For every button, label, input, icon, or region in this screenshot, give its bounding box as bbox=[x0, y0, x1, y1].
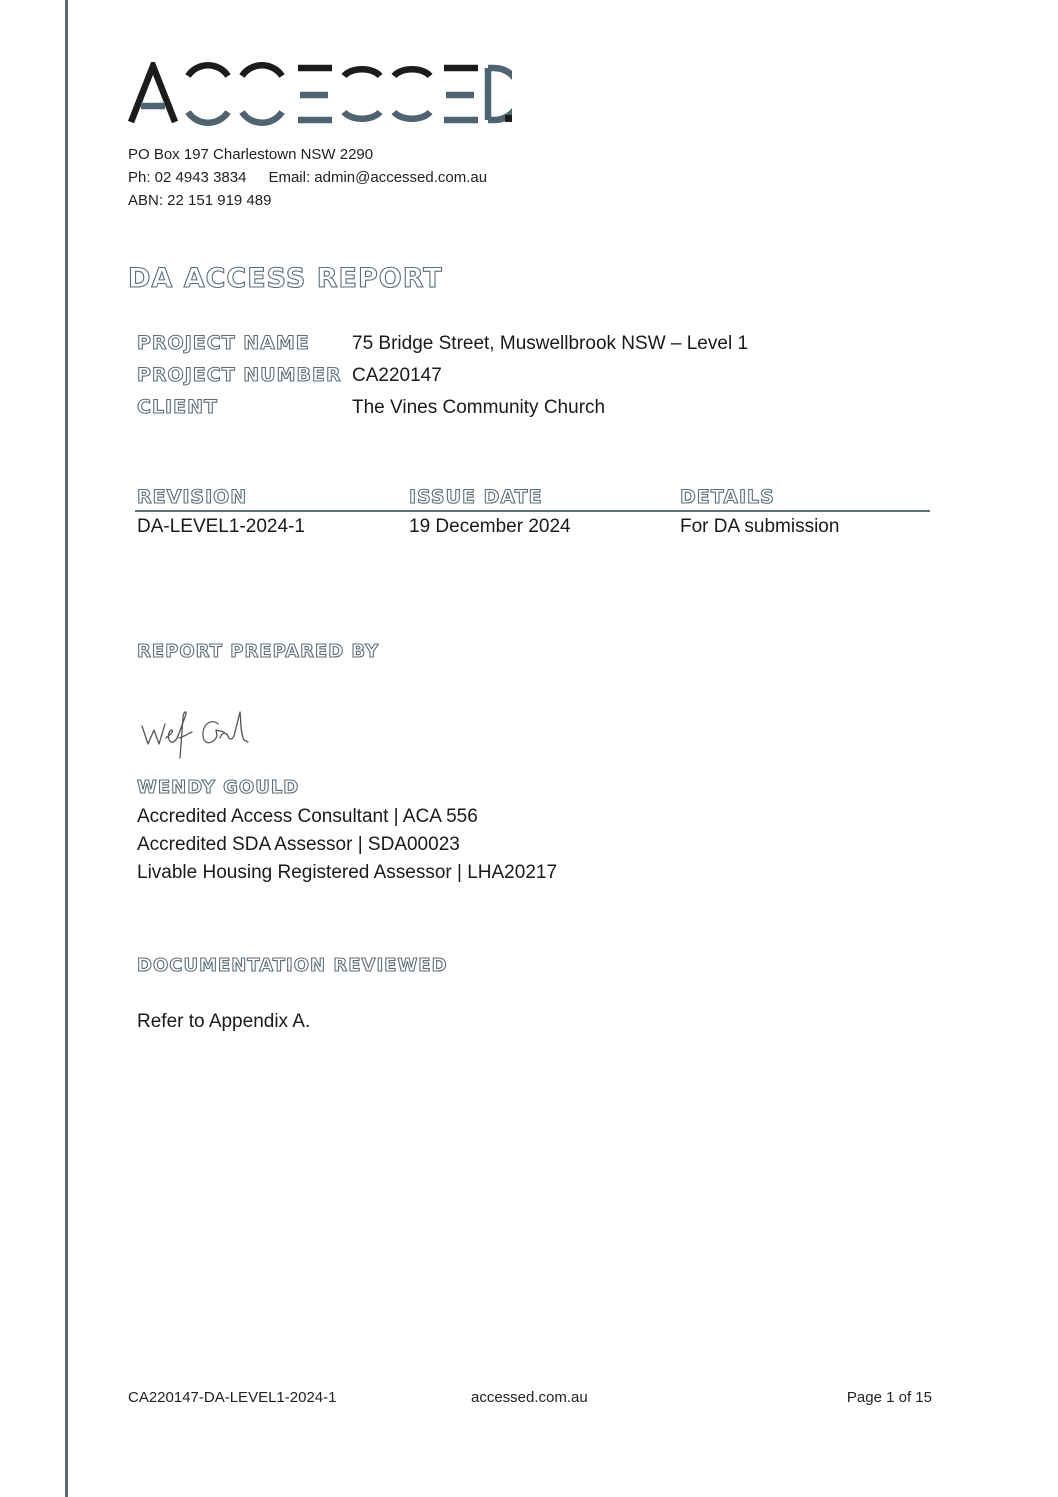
revision-header: REVISION bbox=[135, 486, 407, 511]
project-number-row bbox=[137, 364, 748, 396]
revision-table bbox=[135, 486, 930, 538]
credential-sda: Accredited SDA Assessor | SDA00023 bbox=[137, 834, 460, 855]
project-name-value: 75 Bridge Street, Muswellbrook NSW – Level 1 bbox=[352, 333, 749, 354]
abn-number: ABN: 22 151 919 489 bbox=[128, 192, 272, 209]
issue-date-header: ISSUE DATE bbox=[407, 486, 678, 511]
document-title: DA ACCESS REPORT bbox=[128, 263, 443, 294]
prepared-by-heading: REPORT PREPARED BY bbox=[137, 641, 380, 662]
credential-aca: Accredited Access Consultant | ACA 556 bbox=[137, 806, 478, 827]
author-name: WENDY GOULD bbox=[137, 777, 300, 798]
accessed-logo bbox=[128, 62, 512, 126]
project-name-row bbox=[137, 332, 748, 364]
credential-lha: Livable Housing Registered Assessor | LHA20217 bbox=[137, 862, 558, 883]
credentials-list bbox=[137, 803, 557, 887]
client-label: CLIENT bbox=[137, 396, 218, 418]
contact-block bbox=[128, 143, 487, 212]
table-row bbox=[135, 511, 930, 538]
issue-date-cell: 19 December 2024 bbox=[409, 516, 571, 537]
phone-number: Ph: 02 4943 3834 bbox=[128, 169, 247, 186]
documentation-text: Refer to Appendix A. bbox=[137, 1011, 311, 1032]
project-name-label: PROJECT NAME bbox=[137, 332, 310, 354]
details-header: DETAILS bbox=[678, 486, 930, 511]
phone-email-line bbox=[128, 166, 487, 189]
documentation-heading: DOCUMENTATION REVIEWED bbox=[137, 955, 448, 976]
project-number-label: PROJECT NUMBER bbox=[137, 364, 342, 386]
project-details bbox=[137, 332, 748, 428]
details-cell: For DA submission bbox=[680, 516, 840, 537]
left-margin-rule bbox=[65, 0, 68, 1497]
revision-header-row bbox=[135, 486, 930, 511]
email-address: Email: admin@accessed.com.au bbox=[268, 169, 488, 186]
footer-page-number: Page 1 of 15 bbox=[846, 1389, 932, 1406]
postal-address: PO Box 197 Charlestown NSW 2290 bbox=[128, 146, 374, 163]
footer-website: accessed.com.au bbox=[471, 1389, 588, 1406]
signature-image bbox=[140, 706, 252, 760]
client-row bbox=[137, 396, 748, 428]
project-number-value: CA220147 bbox=[352, 365, 442, 386]
revision-cell: DA-LEVEL1-2024-1 bbox=[137, 516, 305, 537]
client-value: The Vines Community Church bbox=[352, 397, 606, 418]
footer-document-id: CA220147-DA-LEVEL1-2024-1 bbox=[128, 1389, 337, 1406]
